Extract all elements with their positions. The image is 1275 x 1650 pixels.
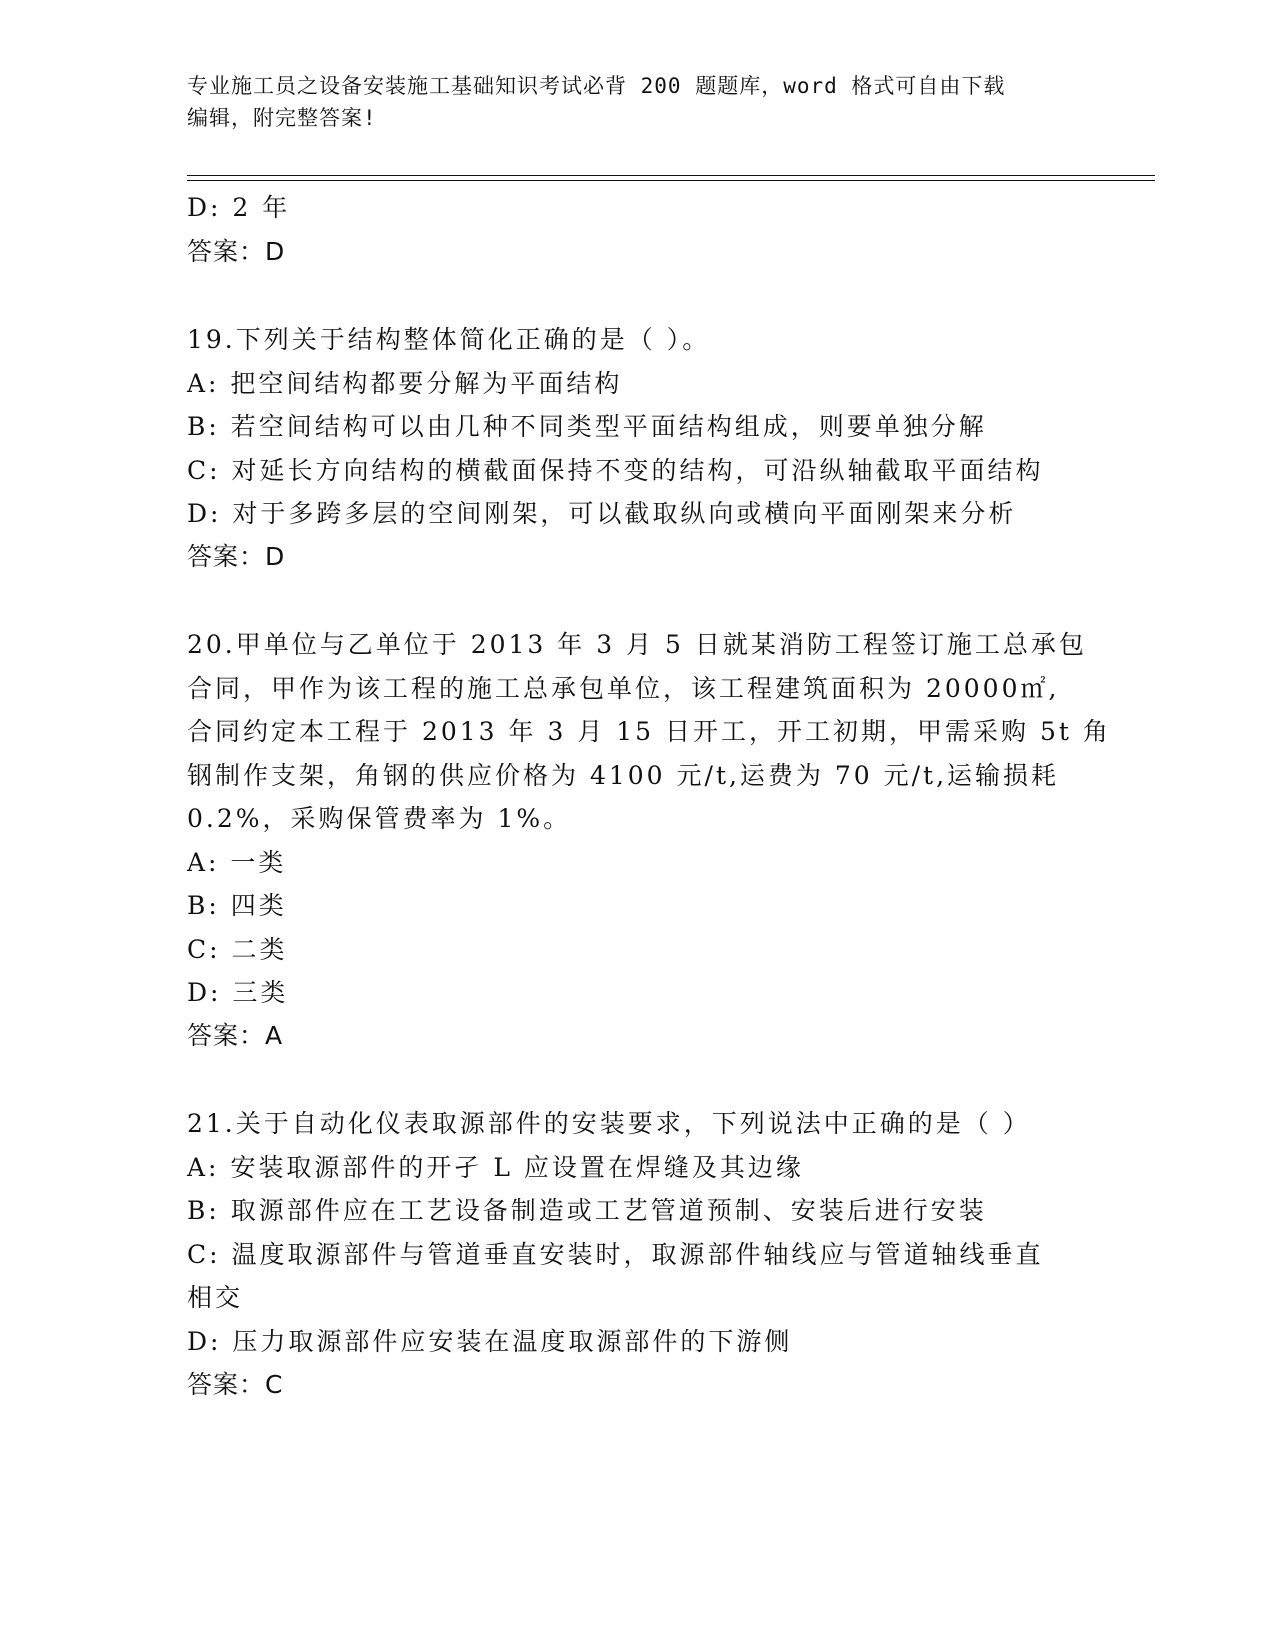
q21-option-a: A: 安装取源部件的开孑 L 应设置在焊缝及其边缘 [187,1153,804,1182]
header-title-line-2: 编辑，附完整答案! [187,106,377,130]
header-title-line-1: 专业施工员之设备安装施工基础知识考试必背 200 题题库，word 格式可自由下载 [187,74,1006,98]
q20-stem-line: 20.甲单位与乙单位于 2013 年 3 月 5 日就某消防工程签订施工总承包 [187,630,1087,659]
q19-option-b: B: 若空间结构可以由几种不同类型平面结构组成，则要单独分解 [187,412,987,441]
q20-option-a: A: 一类 [187,848,287,877]
q20-option-c: C: 二类 [187,935,288,964]
q21-option-c-line: 相交 [187,1283,244,1312]
q19-option-a: A: 把空间结构都要分解为平面结构 [187,369,623,398]
q20-answer: 答案：A [187,1021,284,1050]
q21-option-d: D: 压力取源部件应安装在温度取源部件的下游侧 [187,1327,793,1356]
header-rule-top [187,175,1155,176]
q20-option-d: D: 三类 [187,978,289,1007]
q19-option-d: D: 对于多跨多层的空间刚架，可以截取纵向或横向平面刚架来分析 [187,499,1017,528]
header-rule-bottom [187,180,1155,181]
q19-answer: 答案：D [187,542,286,571]
q20-stem-line: 合同，甲作为该工程的施工总承包单位，该工程建筑面积为 20000㎡, [187,674,1060,703]
q21-option-b: B: 取源部件应在工艺设备制造或工艺管道预制、安装后进行安装 [187,1196,987,1225]
q19-stem: 19.下列关于结构整体简化正确的是（ ）。 [187,325,711,354]
q19-option-c: C: 对延长方向结构的横截面保持不变的结构，可沿纵轴截取平面结构 [187,456,1044,485]
q21-answer: 答案：C [187,1370,284,1399]
q20-option-b: B: 四类 [187,891,287,920]
q18-option-d: D: 2 年 [187,193,291,222]
q18-answer: 答案：D [187,237,286,266]
q21-stem: 21.关于自动化仪表取源部件的安装要求，下列说法中正确的是（ ） [187,1109,1031,1138]
q20-stem-line: 0.2%，采购保管费率为 1%。 [187,804,572,833]
q21-option-c-line: C: 温度取源部件与管道垂直安装时，取源部件轴线应与管道轴线垂直 [187,1240,1044,1269]
q20-stem-line: 合同约定本工程于 2013 年 3 月 15 日开工，开工初期，甲需采购 5t 角 [187,717,1111,746]
q20-stem-line: 钢制作支架，角钢的供应价格为 4100 元/t,运费为 70 元/t,运输损耗 [187,761,1060,790]
